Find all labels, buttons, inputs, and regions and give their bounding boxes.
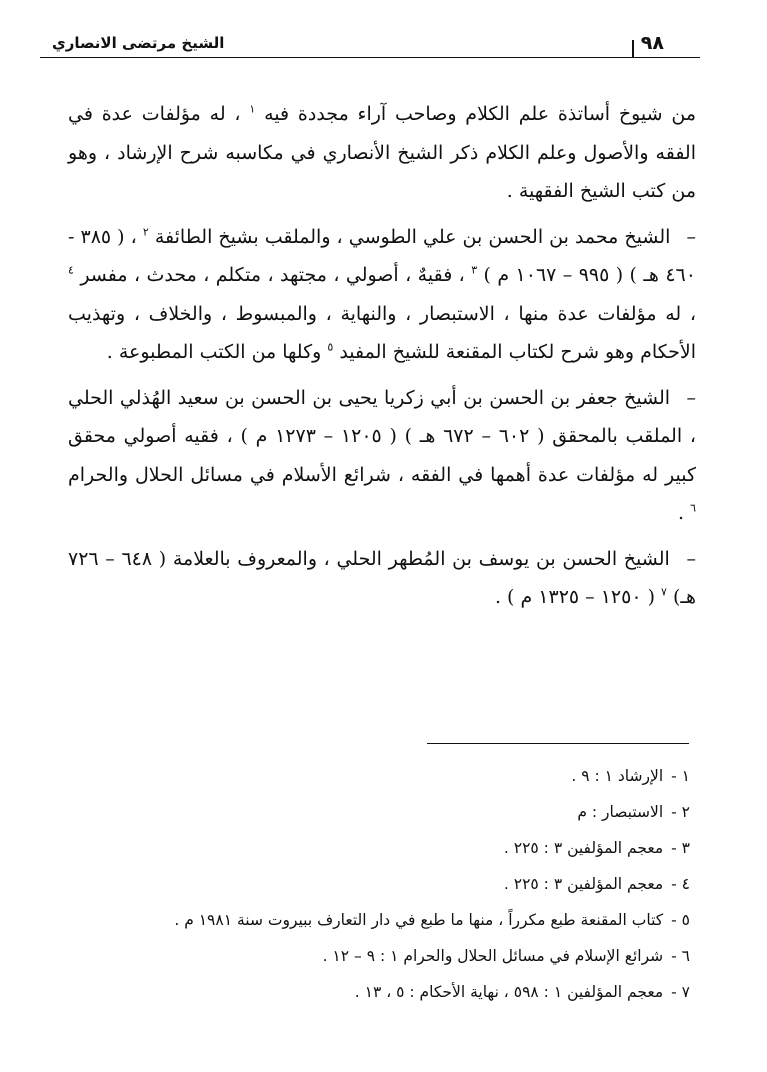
paragraph-3	[68, 379, 696, 533]
footnote-text: كتاب المقنعة طبع مكرراً ، منها ما طبع في دار التعارف ببيروت سنة ١٩٨١ م .	[174, 911, 664, 929]
footnote-item	[100, 794, 690, 830]
paragraph-text: من شيوخ أساتذة علم الكلام وصاحب آراء مجددة فيه	[264, 103, 697, 125]
header-title: الشيخ مرتضى الانصاري	[52, 34, 225, 52]
footnote-text: الاستبصار : م	[577, 803, 664, 821]
footnote-ref[interactable]: ٢	[142, 225, 149, 239]
paragraph-text: ، له مؤلفات عدة منها ، الاستبصار ، والنهاية ، والمبسوط ، والخلاف ، وتهذيب الأحكام وهو شرح لكتاب المقنعة للشيخ المفيد	[68, 302, 696, 363]
footnote-ref[interactable]: ٤	[68, 263, 74, 277]
running-header	[40, 30, 700, 64]
paragraph-text: .	[677, 502, 685, 524]
footnote-item	[100, 938, 690, 974]
footnote-number: ٧ -	[671, 983, 690, 1001]
footnote-number: ١ -	[671, 767, 690, 785]
footnote-text: معجم المؤلفين ١ : ٥٩٨ ، نهاية الأحكام : ٥ ، ١٣ .	[354, 983, 664, 1001]
footnote-ref[interactable]: ٣	[471, 263, 478, 277]
list-dash: –	[686, 225, 696, 248]
list-dash: –	[686, 547, 696, 570]
footnote-item	[100, 758, 690, 794]
footnote-number: ٥ -	[671, 911, 690, 929]
footnote-ref[interactable]: ٦	[690, 501, 696, 515]
footnote-separator	[427, 743, 689, 744]
footnote-item	[100, 902, 690, 938]
footnote-item	[100, 866, 690, 902]
footnote-item	[100, 830, 690, 866]
header-rule	[40, 57, 700, 58]
footnote-text: معجم المؤلفين ٣ : ٢٢٥ .	[503, 875, 664, 893]
footnote-ref[interactable]: ٥	[327, 340, 334, 354]
footnotes	[100, 758, 690, 1010]
footnote-text: شرائع الإسلام في مسائل الحلال والحرام ١ : ٩ – ١٢ .	[322, 947, 664, 965]
footnote-number: ٦ -	[671, 947, 690, 965]
paragraph-4	[68, 540, 696, 617]
footnote-item	[100, 974, 690, 1010]
paragraph-text: الشيخ الحسن بن يوسف بن المُطهر الحلي ، والمعروف بالعلامة ( ٦٤٨ – ٧٢٦ هـ)	[68, 547, 696, 608]
paragraph-2	[68, 218, 696, 372]
paragraph-text: ، ( ٣٨٥ - ٤٦٠ هـ ) ( ٩٩٥ – ١٠٦٧ م )	[68, 225, 696, 286]
footnote-number: ٢ -	[671, 803, 690, 821]
footnote-text: الإرشاد ١ : ٩ .	[571, 767, 664, 785]
paragraph-text: الشيخ محمد بن الحسن بن علي الطوسي ، والملقب بشيخ الطائفة	[154, 225, 671, 248]
page-number: ٩٨	[640, 32, 664, 54]
footnote-ref[interactable]: ١	[249, 102, 256, 116]
footnote-number: ٣ -	[671, 839, 690, 857]
paragraph-text: ، فقيهٌ ، أصولي ، مجتهد ، متكلم ، محدث ، مفسر	[80, 264, 465, 286]
paragraph-text: وكلها من الكتب المطبوعة .	[106, 341, 322, 363]
footnote-text: معجم المؤلفين ٣ : ٢٢٥ .	[503, 839, 664, 857]
header-tick	[632, 40, 634, 58]
paragraph-text: ( ١٢٥٠ – ١٣٢٥ م ) .	[494, 586, 655, 608]
main-text	[68, 95, 696, 624]
footnote-ref[interactable]: ٧	[661, 585, 667, 599]
paragraph-1	[68, 95, 696, 211]
footnote-number: ٤ -	[671, 875, 690, 893]
list-dash: –	[686, 386, 697, 409]
paragraph-text: ، له مؤلفات عدة في الفقه والأصول وعلم الكلام ذكر الشيخ الأنصاري في مكاسبه شرح الإرشاد ، وهو من كتب الشيخ الفقهية .	[68, 103, 696, 202]
paragraph-text: الشيخ جعفر بن الحسن بن أبي زكريا يحيى بن الحسن بن سعيد الهُذلي الحلي ، الملقب بالمحقق ( ٦٠٢ – ٦٧٢ هـ ) ( ١٢٠٥ – ١٢٧٣ م ) ، فقيه أصولي محقق كبير له مؤلفات عدة أهمها في الفقه ، شرائع الأسلام في مسائل الحلال والحرام	[68, 386, 696, 486]
